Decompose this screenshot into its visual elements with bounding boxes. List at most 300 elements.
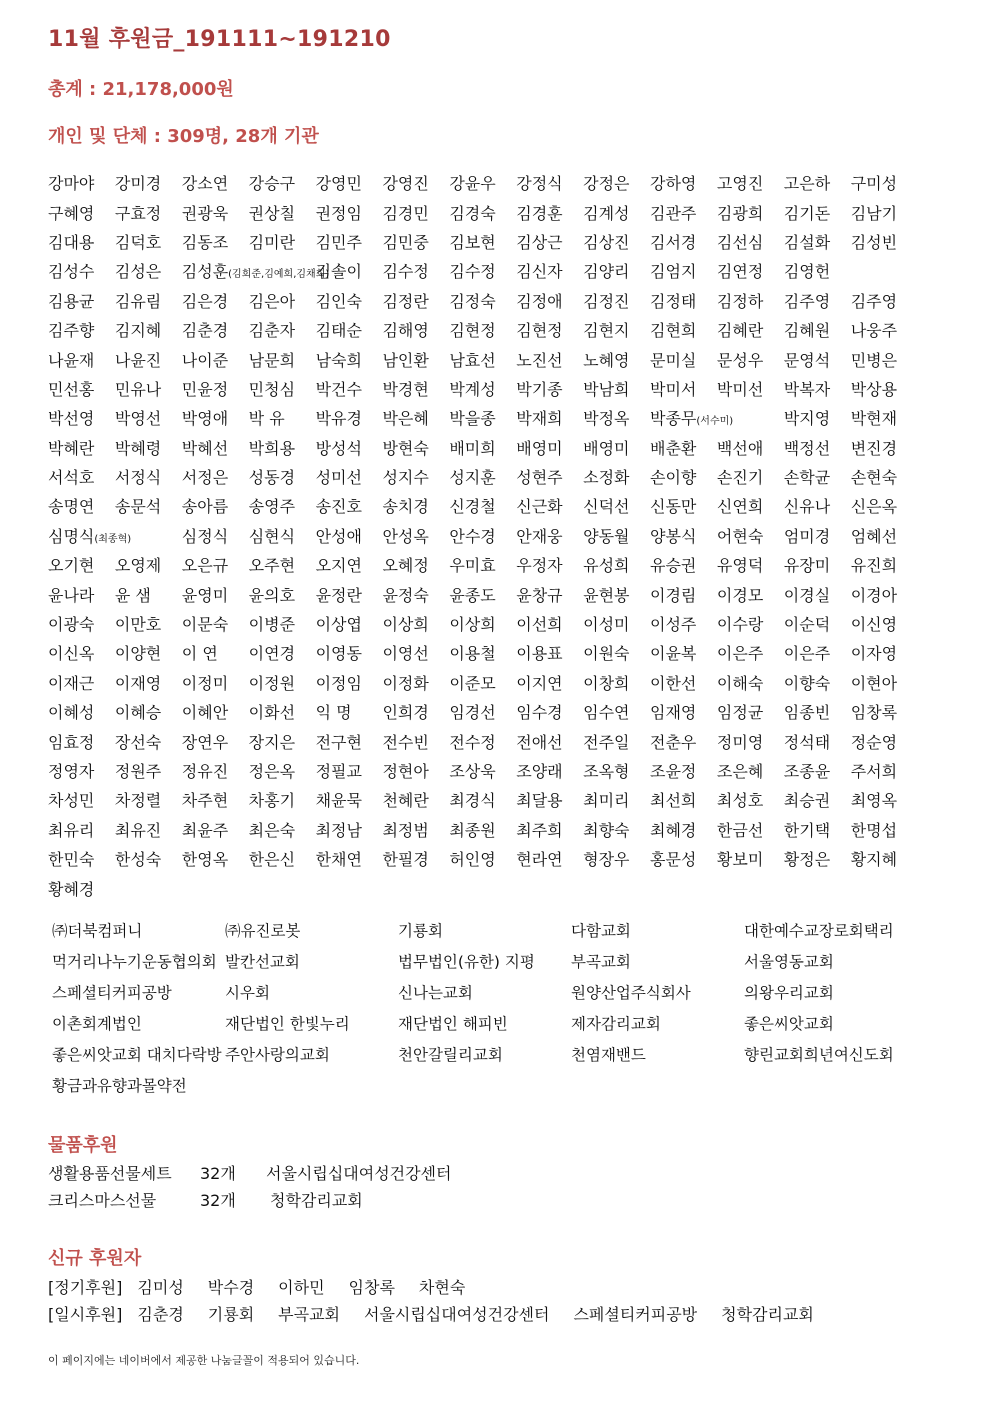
regular-donor-name: 임창록 — [348, 1278, 395, 1297]
donor-name: 조상욱 — [449, 762, 496, 781]
donor-name: 최승권 — [783, 791, 831, 811]
donor-name: 성지훈 — [449, 468, 496, 488]
donor-name: 박유경 — [315, 409, 362, 429]
donor-name: 방현숙 — [382, 438, 429, 458]
organization-row — [52, 976, 922, 1007]
donor-name: 김현정 — [516, 321, 563, 341]
donor-name: 안성애 — [315, 526, 362, 546]
donor-name: 이화선 — [248, 703, 296, 723]
donor-name: 노혜영 — [583, 350, 630, 370]
donor-row — [48, 785, 908, 814]
donor-name: 이지연 — [516, 673, 563, 693]
donor-name: 손현숙 — [850, 468, 898, 488]
donor-name: 전애선 — [516, 732, 563, 752]
regular-label: [정기후원] — [48, 1278, 123, 1297]
regular-donor-name: 박수경 — [207, 1278, 255, 1297]
donor-name: 김혜원 — [783, 321, 831, 341]
donor-name: 한필경 — [382, 850, 429, 870]
donor-name: 정미영 — [716, 732, 764, 752]
donor-name: 이한선 — [650, 673, 697, 693]
donor-name: 한채연 — [315, 850, 362, 870]
donor-name: 김수정 — [449, 262, 496, 282]
donor-name: 이만호 — [114, 615, 162, 635]
donor-name: 이순덕 — [783, 615, 831, 635]
donor-name: 김선심 — [716, 232, 764, 252]
donor-name: 송영주 — [248, 497, 296, 517]
donor-row — [48, 579, 908, 608]
donor-name: 이혜안 — [181, 703, 229, 723]
donor-name: 박종무(서수미) — [650, 409, 734, 429]
donor-name: 임효정 — [48, 732, 95, 752]
donor-name: 박경현 — [382, 379, 429, 399]
donor-name: 김현정 — [449, 321, 496, 341]
donor-name: 김정진 — [583, 291, 630, 311]
onetime-donor-name: 기룡회 — [207, 1305, 255, 1324]
donor-name: 구미성 — [850, 174, 898, 194]
font-notice: 이 페이지에는 네이버에서 제공한 나눔글꼴이 적용되어 있습니다. — [48, 1354, 360, 1367]
donor-name: 이정화 — [382, 673, 429, 693]
donor-name: 나이준 — [181, 350, 229, 370]
donor-name: 최정범 — [382, 820, 429, 840]
donor-name: 김양리 — [583, 262, 630, 282]
donor-name: 배영미 — [516, 438, 563, 458]
donor-name: 김성은 — [114, 262, 162, 282]
organization-name: 서울영동교회 — [744, 952, 834, 971]
donor-name: 전구현 — [315, 732, 362, 752]
donor-name: 김솔이 — [315, 262, 362, 282]
donor-name: 손이향 — [650, 468, 697, 488]
donor-name: 강마야 — [48, 174, 95, 194]
donor-name: 이수랑 — [716, 615, 764, 635]
donor-name: 나윤재 — [48, 350, 95, 370]
donor-name: 김보현 — [449, 232, 496, 252]
donor-name: 김춘자 — [248, 321, 296, 341]
donor-name: 이자영 — [850, 644, 898, 664]
donor-name: 김인숙 — [315, 291, 362, 311]
donor-name: 김상근 — [516, 232, 563, 252]
donor-name: 인희경 — [382, 703, 429, 723]
donor-name: 홍문성 — [650, 850, 697, 870]
donor-name: 김주영 — [783, 291, 831, 311]
donor-name: 성지수 — [382, 468, 429, 488]
organization-name: 대한예수교장로회택리 — [744, 921, 894, 940]
organization-row — [52, 914, 922, 945]
donor-row — [48, 286, 908, 315]
donor-name: 윤 샘 — [114, 585, 151, 605]
donor-name: 차주현 — [181, 791, 229, 811]
goods-item: 크리스마스선물 — [48, 1191, 157, 1210]
donor-name: 김서경 — [650, 232, 697, 252]
donor-name: 김주영 — [850, 291, 898, 311]
donor-name: 이성미 — [583, 615, 630, 635]
donor-name: 오기현 — [48, 556, 95, 576]
donor-name: 이영동 — [315, 644, 362, 664]
donor-name: 이경아 — [850, 585, 898, 605]
organization-name: 재단법인 한빛누리 — [225, 1014, 350, 1033]
donor-name: 박미선 — [716, 379, 764, 399]
donor-name: 황지혜 — [850, 850, 898, 870]
goods-donor: 서울시립십대여성건강센터 — [266, 1164, 452, 1183]
donor-name: 남문희 — [248, 350, 296, 370]
donor-name: 윤정란 — [315, 585, 362, 605]
donor-name: 한은신 — [248, 850, 296, 870]
donor-name: 민병은 — [850, 350, 898, 370]
donor-name: 정필교 — [315, 762, 362, 781]
donor-name: 김현지 — [583, 321, 630, 341]
donor-name: 정은옥 — [248, 762, 296, 781]
donor-name: 배영미 — [583, 438, 630, 458]
donor-name: 박남희 — [583, 379, 630, 399]
donor-name: 박계성 — [449, 379, 496, 399]
donor-name: 최경식 — [449, 791, 496, 811]
donor-name: 구효정 — [114, 203, 162, 223]
donor-name: 강영진 — [382, 174, 429, 194]
donor-name: 최종원 — [449, 820, 496, 840]
donor-name: 형장우 — [583, 850, 630, 870]
donor-name: 임정균 — [716, 703, 764, 723]
donor-name: 장연우 — [181, 732, 229, 752]
donor-name: 우정자 — [516, 556, 563, 576]
donor-name: 박재희 — [516, 409, 563, 429]
donor-row — [48, 668, 908, 697]
donor-name: 박지영 — [783, 409, 831, 429]
donor-name: 김현희 — [650, 321, 697, 341]
donor-name: 장선숙 — [114, 732, 162, 752]
donor-row — [48, 844, 908, 873]
organization-name: ㈜유진로봇 — [225, 921, 301, 940]
donor-name: 박영애 — [181, 409, 229, 429]
donor-name: 김관주 — [650, 203, 697, 223]
donor-name: 김미란 — [248, 232, 296, 252]
donor-name: 서석호 — [48, 468, 95, 488]
donor-row — [48, 491, 908, 520]
donor-name: 남인환 — [382, 350, 429, 370]
donor-name: 이신옥 — [48, 644, 95, 664]
donor-name: 익 명 — [315, 703, 352, 723]
donor-name: 김은아 — [248, 291, 296, 311]
donor-name: 이양현 — [114, 644, 162, 664]
donor-name: 최선희 — [650, 791, 697, 811]
donor-name: 신경철 — [449, 497, 496, 517]
regular-donor-name: 차현숙 — [418, 1278, 466, 1297]
organization-name: 제자감리교회 — [571, 1014, 661, 1033]
donor-name: 이혜승 — [114, 703, 162, 723]
donor-name: 양봉식 — [650, 526, 697, 546]
donor-row — [48, 315, 908, 344]
donor-name: 이상희 — [382, 615, 429, 635]
donor-name: 강미경 — [114, 174, 162, 194]
donor-row — [48, 609, 908, 638]
donor-row — [48, 344, 908, 373]
donor-row — [48, 462, 908, 491]
donor-name: 차정렬 — [114, 791, 162, 811]
donor-name: 김동조 — [181, 232, 229, 252]
donor-name: 김성빈 — [850, 232, 898, 252]
donor-name: 김덕호 — [114, 232, 162, 252]
donor-name: 박혜란 — [48, 438, 95, 458]
donor-name: 이향숙 — [783, 673, 831, 693]
organization-name: 재단법인 해피빈 — [398, 1014, 508, 1033]
donor-name: 김정애 — [516, 291, 563, 311]
donor-name: 이경실 — [783, 585, 831, 605]
donor-name: 문성우 — [716, 350, 764, 370]
donor-name: 유장미 — [783, 556, 831, 576]
donor-name: 박영선 — [114, 409, 162, 429]
donor-name: 현라연 — [516, 850, 563, 870]
donor-row — [48, 197, 908, 226]
onetime-donor-name: 김춘경 — [137, 1305, 184, 1324]
donor-row — [48, 256, 908, 285]
donor-name: 이현아 — [850, 673, 898, 693]
donor-name: 변진경 — [850, 438, 898, 458]
organization-list — [52, 914, 922, 1100]
donor-name: 남효선 — [449, 350, 496, 370]
donor-name: 엄혜선 — [850, 526, 898, 546]
donor-name: 김태순 — [315, 321, 362, 341]
donor-name: 김정란 — [382, 291, 429, 311]
donor-row — [48, 873, 908, 902]
donor-name: 권상칠 — [248, 203, 296, 223]
goods-heading: 물품후원 — [48, 1135, 118, 1156]
donor-name: 심현식 — [248, 526, 296, 546]
donor-name: 성미선 — [315, 468, 362, 488]
donor-name: 주서희 — [850, 762, 898, 781]
donor-name: 윤창규 — [516, 585, 563, 605]
donor-name: 이혜성 — [48, 703, 95, 723]
organization-row — [52, 1038, 922, 1069]
donor-name: 이상엽 — [315, 615, 362, 635]
donor-name: 최달용 — [516, 791, 563, 811]
donor-name: 박선영 — [48, 409, 95, 429]
donor-name: 송진호 — [315, 497, 362, 517]
onetime-label: [일시후원] — [48, 1305, 123, 1324]
goods-item: 생활용품선물세트 — [48, 1164, 172, 1183]
donor-name: 김주향 — [48, 321, 95, 341]
donor-name: 채윤묵 — [315, 791, 362, 811]
donor-name: 고영진 — [716, 174, 764, 194]
organization-name: 부곡교회 — [571, 952, 631, 971]
donor-name: 조종윤 — [783, 762, 831, 781]
donor-row — [48, 638, 908, 667]
donor-name: 최미리 — [583, 791, 630, 811]
donor-name: 유성희 — [583, 556, 630, 576]
donor-name: 전수정 — [449, 732, 496, 752]
donor-name: 윤정숙 — [382, 585, 429, 605]
donor-name: 이준모 — [449, 673, 496, 693]
donor-name: 박혜령 — [114, 438, 162, 458]
donor-name: 신덕선 — [583, 497, 630, 517]
donor-row — [48, 227, 908, 256]
donor-name: 전수빈 — [382, 732, 429, 752]
donor-name: 김혜란 — [716, 321, 764, 341]
donor-name: 김정하 — [716, 291, 764, 311]
donor-name: 김용균 — [48, 291, 95, 311]
donor-name: 소정화 — [583, 468, 630, 488]
donor-name: 정원주 — [114, 762, 162, 781]
donor-name: 김민주 — [315, 232, 362, 252]
donor-name: 최은숙 — [248, 820, 296, 840]
donor-name: 박혜선 — [181, 438, 229, 458]
donor-name: 박건수 — [315, 379, 362, 399]
donor-name: 김경숙 — [449, 203, 496, 223]
regular-donors-row — [48, 1275, 465, 1298]
donor-name-list — [48, 168, 908, 903]
organization-name: 황금과유향과몰약전 — [52, 1076, 187, 1095]
onetime-donor-name: 스페셜티커피공방 — [573, 1305, 698, 1324]
donor-name: 정석태 — [783, 732, 831, 752]
donor-row — [48, 756, 908, 785]
donor-row — [48, 374, 908, 403]
donor-name: 전춘우 — [650, 732, 697, 752]
page-title: 11월 후원금_191111~191210 — [48, 27, 391, 52]
donor-name: 조옥형 — [583, 762, 630, 781]
regular-donor-name: 이하민 — [278, 1278, 325, 1297]
donor-name: 임수연 — [583, 703, 630, 723]
total-amount: 총계 : 21,178,000원 — [48, 79, 234, 100]
donor-name: 김연정 — [716, 262, 764, 282]
donor-name: 최정남 — [315, 820, 362, 840]
donor-name: 권정임 — [315, 203, 362, 223]
donor-row — [48, 815, 908, 844]
organization-name: 다함교회 — [571, 921, 631, 940]
donor-name: 김경훈 — [516, 203, 563, 223]
donor-name: 김계성 — [583, 203, 630, 223]
donor-name: 방성석 — [315, 438, 362, 458]
donor-name: 신유나 — [783, 497, 831, 517]
donor-name: 김유림 — [114, 291, 162, 311]
donor-name: 김기돈 — [783, 203, 831, 223]
organization-name: 기룡회 — [398, 921, 443, 940]
donor-name: 안재웅 — [516, 526, 563, 546]
donor-name: 김정태 — [650, 291, 697, 311]
onetime-donor-name: 부곡교회 — [278, 1305, 340, 1324]
donor-name: 이윤복 — [650, 644, 697, 664]
donor-name: 최유진 — [114, 820, 162, 840]
donor-row — [48, 697, 908, 726]
donor-name: 이연경 — [248, 644, 296, 664]
donor-name: 강정식 — [516, 174, 563, 194]
donor-name: 한민숙 — [48, 850, 95, 870]
donor-row — [48, 403, 908, 432]
donor-name: 강승구 — [248, 174, 296, 194]
donor-name: 양동월 — [583, 526, 630, 546]
donor-name: 강소연 — [181, 174, 229, 194]
donor-name: 고은하 — [783, 174, 831, 194]
donor-name: 허인영 — [449, 850, 496, 870]
donor-name: 오은규 — [181, 556, 229, 576]
donor-name: 황정은 — [783, 850, 831, 870]
donor-name: 이정원 — [248, 673, 296, 693]
donor-name: 황보미 — [716, 850, 764, 870]
donor-name: 윤영미 — [181, 585, 229, 605]
organization-name: 시우회 — [225, 983, 270, 1002]
organization-name: 향린교회희년여신도회 — [744, 1045, 894, 1064]
donor-name: 배미희 — [449, 438, 496, 458]
donor-name: 어현숙 — [716, 526, 764, 546]
donor-name: 이신영 — [850, 615, 898, 635]
donor-name: 임창록 — [850, 703, 898, 723]
donor-name: 한기택 — [783, 820, 831, 840]
donor-name: 임수경 — [516, 703, 563, 723]
donor-name: 김지혜 — [114, 321, 162, 341]
donor-name: 이광숙 — [48, 615, 95, 635]
donor-name: 이해숙 — [716, 673, 764, 693]
donor-name: 유승권 — [650, 556, 697, 576]
donor-name: 한성숙 — [114, 850, 162, 870]
donor-name: 김신자 — [516, 262, 563, 282]
donor-name: 이재근 — [48, 673, 95, 693]
donor-name: 오주현 — [248, 556, 296, 576]
donor-name: 구혜영 — [48, 203, 95, 223]
donor-name: 박희용 — [248, 438, 296, 458]
donor-name: 김춘경 — [181, 321, 229, 341]
donor-row — [48, 726, 908, 755]
donor-name: 남숙희 — [315, 350, 362, 370]
organization-name: 원양산업주식회사 — [571, 983, 691, 1002]
donor-name: 강정은 — [583, 174, 630, 194]
donor-name: 전주일 — [583, 732, 630, 752]
donor-name: 김남기 — [850, 203, 898, 223]
donor-name: 임종빈 — [783, 703, 831, 723]
donor-name: 유진희 — [850, 556, 898, 576]
donor-name: 송문석 — [114, 497, 162, 517]
donor-name: 김해영 — [382, 321, 429, 341]
donor-name: 우미효 — [449, 556, 496, 576]
organization-name: 신나는교회 — [398, 983, 473, 1002]
goods-item-row — [48, 1188, 363, 1211]
donor-name: 민선홍 — [48, 379, 95, 399]
donor-name: 윤현봉 — [583, 585, 630, 605]
donor-name: 김경민 — [382, 203, 429, 223]
donor-row — [48, 168, 908, 197]
organization-name: 의왕우리교회 — [744, 983, 834, 1002]
organization-row — [52, 1007, 922, 1038]
donor-name: 이원숙 — [583, 644, 630, 664]
donor-name: 서정은 — [181, 468, 229, 488]
donor-name: 차성민 — [48, 791, 95, 811]
donor-name: 이재영 — [114, 673, 162, 693]
donor-name: 조양래 — [516, 762, 563, 781]
donor-name: 권광욱 — [181, 203, 229, 223]
donor-name: 이용표 — [516, 644, 563, 664]
donor-name: 김성수 — [48, 262, 95, 282]
donor-name: 배춘환 — [650, 438, 697, 458]
organization-name: 천안갈릴리교회 — [398, 1045, 503, 1064]
donor-name: 이영선 — [382, 644, 429, 664]
goods-donor: 청학감리교회 — [270, 1191, 363, 1210]
donor-name: 김정숙 — [449, 291, 496, 311]
goods-qty: 32개 — [200, 1164, 236, 1183]
donor-name: 심정식 — [181, 526, 229, 546]
donor-name: 엄미경 — [783, 526, 831, 546]
donor-name: 윤나라 — [48, 585, 95, 605]
donor-name: 문미실 — [650, 350, 697, 370]
donor-name: 민청심 — [248, 379, 296, 399]
donor-name: 이용철 — [449, 644, 496, 664]
donor-count: 개인 및 단체 : 309명, 28개 기관 — [48, 126, 319, 147]
organization-row — [52, 945, 922, 976]
donor-name: 김설화 — [783, 232, 831, 252]
donor-name: 이문숙 — [181, 615, 229, 635]
donor-name: 손학균 — [783, 468, 831, 488]
donor-name: 송명연 — [48, 497, 95, 517]
donor-name: 백정선 — [783, 438, 831, 458]
donor-name: 오영제 — [114, 556, 162, 576]
donor-name: 김성훈(김희준,김예희,김채희) — [181, 262, 330, 282]
new-donors-heading: 신규 후원자 — [48, 1248, 142, 1269]
donor-name: 이경림 — [650, 585, 697, 605]
donor-name: 한명섭 — [850, 820, 898, 840]
